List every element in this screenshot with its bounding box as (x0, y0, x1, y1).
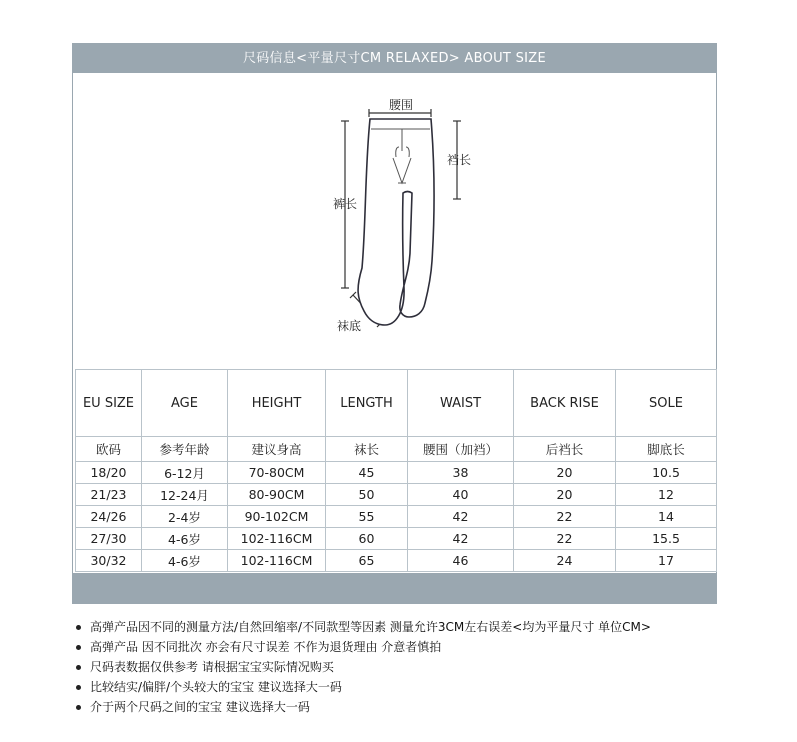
note-item (74, 657, 651, 677)
table-cell: 14 (616, 506, 717, 528)
table-cell: 12 (616, 484, 717, 506)
note-text: 高弹产品 因不同批次 亦会有尺寸误差 不作为退货理由 介意者慎拍 (90, 640, 442, 654)
sole-label: 袜底 (336, 319, 362, 333)
table-row (76, 506, 717, 528)
subheader-cell: 欧码 (76, 437, 142, 462)
table-cell: 102-116CM (228, 550, 326, 572)
tights-illustration (73, 73, 718, 370)
table-row (76, 462, 717, 484)
bullet-icon (76, 685, 81, 690)
note-item (74, 677, 651, 697)
header-age: AGE (142, 370, 228, 437)
table-cell: 22 (514, 528, 616, 550)
note-item (74, 617, 651, 637)
header-waist: WAIST (408, 370, 514, 437)
note-item (74, 697, 651, 717)
rise-label: 裆长 (446, 153, 472, 167)
table-cell: 42 (408, 528, 514, 550)
table-cell: 24/26 (76, 506, 142, 528)
bullet-icon (76, 645, 81, 650)
table-cell: 65 (326, 550, 408, 572)
subheader-cell: 腰围（加裆） (408, 437, 514, 462)
subheader-cell: 脚底长 (616, 437, 717, 462)
table-cell: 46 (408, 550, 514, 572)
table-row (76, 528, 717, 550)
table-cell: 102-116CM (228, 528, 326, 550)
table-cell: 20 (514, 484, 616, 506)
header-length: LENGTH (326, 370, 408, 437)
note-item (74, 637, 651, 657)
table-cell: 20 (514, 462, 616, 484)
tights-diagram (73, 73, 716, 370)
table-cell: 38 (408, 462, 514, 484)
table-cell: 90-102CM (228, 506, 326, 528)
length-label: 裤长 (332, 197, 358, 211)
table-cell: 80-90CM (228, 484, 326, 506)
size-info-panel (72, 43, 717, 604)
table-cell: 42 (408, 506, 514, 528)
table-cell: 15.5 (616, 528, 717, 550)
bullet-icon (76, 625, 81, 630)
subheader-cell: 袜长 (326, 437, 408, 462)
table-cell: 18/20 (76, 462, 142, 484)
table-row (76, 550, 717, 572)
table-cell: 45 (326, 462, 408, 484)
table-cell: 10.5 (616, 462, 717, 484)
table-cell: 6-12月 (142, 462, 228, 484)
table-cell: 50 (326, 484, 408, 506)
subheader-cell: 参考年龄 (142, 437, 228, 462)
note-text: 高弹产品因不同的测量方法/自然回缩率/不同款型等因素 测量允许3CM左右误差<均为平量尺寸 单位CM> (90, 620, 651, 634)
note-text: 介于两个尺码之间的宝宝 建议选择大一码 (90, 700, 310, 714)
table-cell: 17 (616, 550, 717, 572)
table-cell: 4-6岁 (142, 550, 228, 572)
header-back-rise: BACK RISE (514, 370, 616, 437)
note-text: 尺码表数据仅供参考 请根据宝宝实际情况购买 (90, 660, 334, 674)
table-subheader-row (76, 437, 717, 462)
table-cell: 24 (514, 550, 616, 572)
table-cell: 2-4岁 (142, 506, 228, 528)
table-cell: 12-24月 (142, 484, 228, 506)
notes-list (74, 617, 651, 717)
header-eu-size: EU SIZE (76, 370, 142, 437)
table-cell: 21/23 (76, 484, 142, 506)
table-cell: 4-6岁 (142, 528, 228, 550)
table-cell: 22 (514, 506, 616, 528)
table-cell: 40 (408, 484, 514, 506)
note-text: 比较结实/偏胖/个头较大的宝宝 建议选择大一码 (90, 680, 342, 694)
table-cell: 30/32 (76, 550, 142, 572)
table-cell: 55 (326, 506, 408, 528)
table-row (76, 484, 717, 506)
panel-title: 尺码信息<平量尺寸CM RELAXED> ABOUT SIZE (73, 44, 716, 73)
table-cell: 27/30 (76, 528, 142, 550)
header-height: HEIGHT (228, 370, 326, 437)
bullet-icon (76, 665, 81, 670)
table-cell: 70-80CM (228, 462, 326, 484)
table-header-row (76, 370, 717, 437)
panel-footer-bar (73, 573, 716, 603)
header-sole: SOLE (616, 370, 717, 437)
subheader-cell: 后裆长 (514, 437, 616, 462)
size-table (75, 369, 717, 572)
bullet-icon (76, 705, 81, 710)
waist-label: 腰围 (388, 98, 414, 112)
table-cell: 60 (326, 528, 408, 550)
subheader-cell: 建议身高 (228, 437, 326, 462)
